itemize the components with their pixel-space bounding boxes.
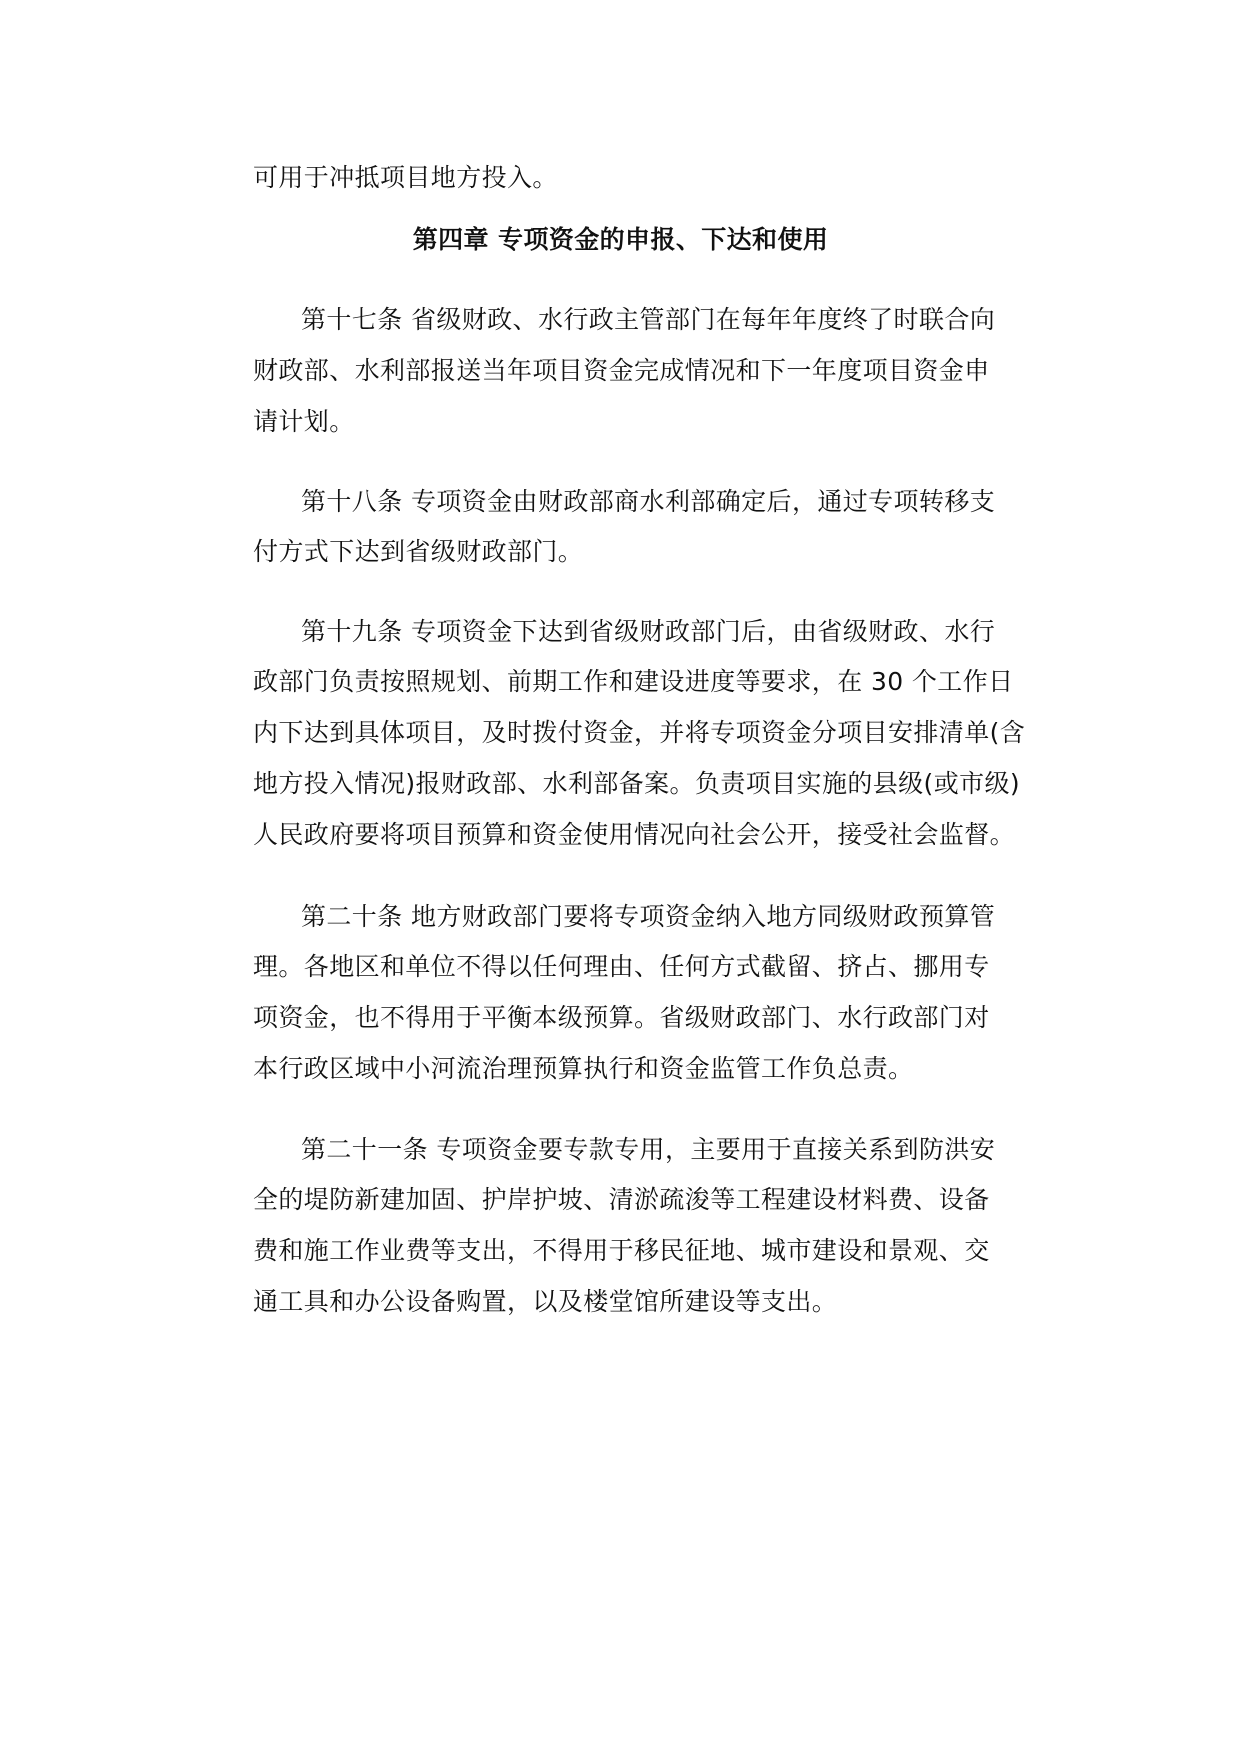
article-20-line-3: 项资金，也不得用于平衡本级预算。省级财政部门、水行政部门对 (253, 1003, 990, 1032)
article-21-line-3: 费和施工作业费等支出，不得用于移民征地、城市建设和景观、交 (253, 1236, 990, 1265)
article-19-line-4: 地方投入情况)报财政部、水利部备案。负责项目实施的县级(或市级) (253, 769, 1021, 798)
article-19-line-5: 人民政府要将项目预算和资金使用情况向社会公开，接受社会监督。 (253, 820, 1016, 849)
article-19-line-1: 第十九条 专项资金下达到省级财政部门后，由省级财政、水行 (301, 617, 996, 646)
article-21-line-4: 通工具和办公设备购置，以及楼堂馆所建设等支出。 (253, 1287, 838, 1316)
article-17-line-3: 请计划。 (253, 407, 355, 436)
article-17-line-2: 财政部、水利部报送当年项目资金完成情况和下一年度项目资金申 (253, 356, 990, 385)
article-20-line-1: 第二十条 地方财政部门要将专项资金纳入地方同级财政预算管 (301, 902, 996, 931)
article-17-line-1: 第十七条 省级财政、水行政主管部门在每年年度终了时联合向 (301, 305, 996, 334)
article-18-line-2: 付方式下达到省级财政部门。 (253, 537, 584, 566)
article-19-line-3: 内下达到具体项目，及时拨付资金，并将专项资金分项目安排清单(含 (253, 718, 1026, 747)
article-21-line-1: 第二十一条 专项资金要专款专用，主要用于直接关系到防洪安 (301, 1135, 996, 1164)
article-21-line-2: 全的堤防新建加固、护岸护坡、清淤疏浚等工程建设材料费、设备 (253, 1185, 990, 1214)
article-20-line-4: 本行政区域中小河流治理预算执行和资金监管工作负总责。 (253, 1054, 914, 1083)
article-20-line-2: 理。各地区和单位不得以任何理由、任何方式截留、挤占、挪用专 (253, 952, 990, 981)
article-18-line-1: 第十八条 专项资金由财政部商水利部确定后，通过专项转移支 (301, 487, 996, 516)
text-line: 可用于冲抵项目地方投入。 (253, 163, 558, 192)
chapter-title: 第四章 专项资金的申报、下达和使用 (412, 225, 829, 254)
article-19-line-2: 政部门负责按照规划、前期工作和建设进度等要求，在 30 个工作日 (253, 667, 1014, 696)
